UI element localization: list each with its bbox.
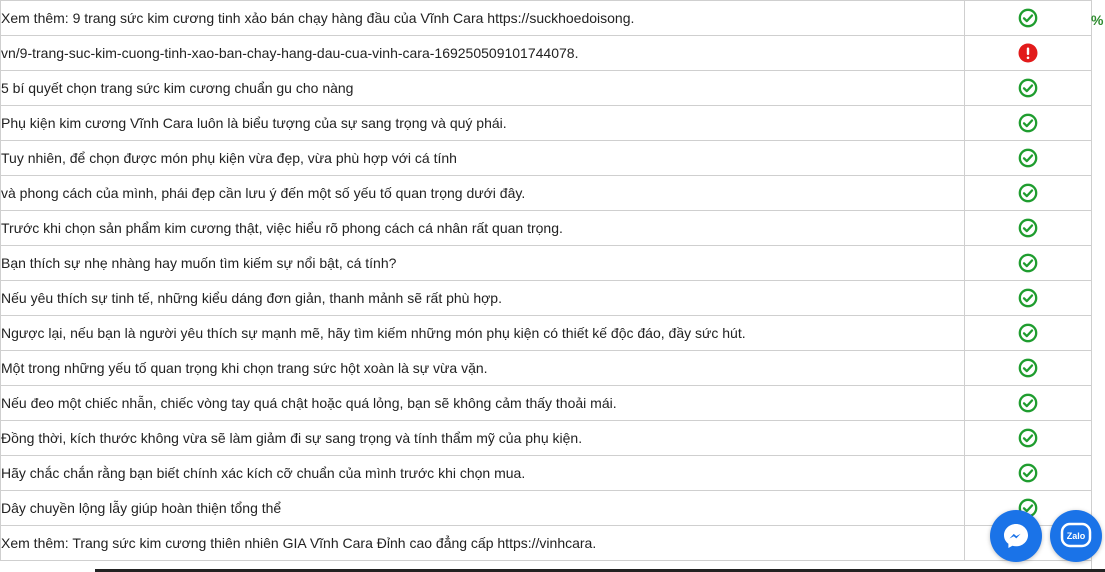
messenger-chat-button[interactable]: [990, 510, 1042, 562]
check-circle-icon: [1018, 113, 1038, 133]
table-body: [1, 1, 1092, 561]
sentence-cell[interactable]: Bạn thích sự nhẹ nhàng hay muốn tìm kiếm sự nổi bật, cá tính?: [1, 246, 965, 281]
sentence-cell[interactable]: Nếu yêu thích sự tinh tế, những kiểu dáng đơn giản, thanh mảnh sẽ rất phù hợp.: [1, 281, 965, 316]
status-cell: [965, 211, 1092, 246]
status-cell: [965, 456, 1092, 491]
sentence-cell[interactable]: Nếu đeo một chiếc nhẫn, chiếc vòng tay quá chật hoặc quá lỏng, bạn sẽ không cảm thấy thoải mái.: [1, 386, 965, 421]
check-circle-icon: [1018, 78, 1038, 98]
sentence-cell[interactable]: Xem thêm: Trang sức kim cương thiên nhiên GIA Vĩnh Cara Đỉnh cao đẳng cấp https://vinhcara.: [1, 526, 965, 561]
check-circle-icon: [1018, 288, 1038, 308]
error-circle-icon: [1018, 43, 1038, 63]
table-row: [1, 491, 1092, 526]
table-row: [1, 456, 1092, 491]
sentence-cell[interactable]: Phụ kiện kim cương Vĩnh Cara luôn là biểu tượng của sự sang trọng và quý phái.: [1, 106, 965, 141]
check-circle-icon: [1018, 358, 1038, 378]
status-cell: [965, 246, 1092, 281]
table-row: [1, 141, 1092, 176]
sentence-cell[interactable]: Dây chuyền lộng lẫy giúp hoàn thiện tổng thể: [1, 491, 965, 526]
check-circle-icon: [1018, 148, 1038, 168]
check-circle-icon: [1018, 393, 1038, 413]
status-cell: [965, 421, 1092, 456]
sentence-cell[interactable]: Xem thêm: 9 trang sức kim cương tinh xảo bán chạy hàng đầu của Vĩnh Cara https://suckhoedoisong.: [1, 1, 965, 36]
table-row: [1, 211, 1092, 246]
table-row: [1, 316, 1092, 351]
zalo-chat-button[interactable]: [1050, 510, 1102, 562]
status-cell: [965, 106, 1092, 141]
check-circle-icon: [1018, 183, 1038, 203]
sentence-cell[interactable]: Trước khi chọn sản phẩm kim cương thật, việc hiểu rõ phong cách cá nhân rất quan trọng.: [1, 211, 965, 246]
check-circle-icon: [1018, 253, 1038, 273]
table-row: [1, 71, 1092, 106]
sentence-cell[interactable]: Hãy chắc chắn rằng bạn biết chính xác kích cỡ chuẩn của mình trước khi chọn mua.: [1, 456, 965, 491]
sentence-cell[interactable]: vn/9-trang-suc-kim-cuong-tinh-xao-ban-chay-hang-dau-cua-vinh-cara-169250509101744078.: [1, 36, 965, 71]
check-circle-icon: [1018, 463, 1038, 483]
status-cell: [965, 316, 1092, 351]
sentence-cell[interactable]: Tuy nhiên, để chọn được món phụ kiện vừa đẹp, vừa phù hợp với cá tính: [1, 141, 965, 176]
zalo-label: Zalo: [1066, 531, 1086, 541]
table-row: [1, 1, 1092, 36]
zalo-icon: [1060, 521, 1092, 551]
table-row: [1, 351, 1092, 386]
table-row: [1, 386, 1092, 421]
status-cell: [965, 141, 1092, 176]
check-circle-icon: [1018, 428, 1038, 448]
table-row: [1, 526, 1092, 561]
table-row: [1, 246, 1092, 281]
check-circle-icon: [1018, 323, 1038, 343]
table-row: [1, 106, 1092, 141]
sentence-cell[interactable]: Ngược lại, nếu bạn là người yêu thích sự mạnh mẽ, hãy tìm kiếm những món phụ kiện có thiết kế độc đáo, đầy sức hút.: [1, 316, 965, 351]
status-cell: [965, 351, 1092, 386]
status-cell: [965, 1, 1092, 36]
table-row: [1, 176, 1092, 211]
table-row: [1, 281, 1092, 316]
status-cell: [965, 176, 1092, 211]
status-cell: [965, 36, 1092, 71]
table-row: [1, 36, 1092, 71]
sentence-cell[interactable]: và phong cách của mình, phái đẹp cần lưu ý đến một số yếu tố quan trọng dưới đây.: [1, 176, 965, 211]
status-cell: [965, 71, 1092, 106]
sentence-cell[interactable]: Đồng thời, kích thước không vừa sẽ làm giảm đi sự sang trọng và tính thẩm mỹ của phụ kiện.: [1, 421, 965, 456]
percent-indicator: %: [1091, 12, 1104, 28]
table-row: [1, 421, 1092, 456]
status-cell: [965, 386, 1092, 421]
sentence-cell[interactable]: Một trong những yếu tố quan trọng khi chọn trang sức hột xoàn là sự vừa vặn.: [1, 351, 965, 386]
messenger-icon: [1001, 521, 1031, 551]
check-circle-icon: [1018, 218, 1038, 238]
sentence-cell[interactable]: 5 bí quyết chọn trang sức kim cương chuẩn gu cho nàng: [1, 71, 965, 106]
side-panel-border: [1091, 84, 1105, 572]
status-cell: [965, 281, 1092, 316]
check-circle-icon: [1018, 8, 1038, 28]
